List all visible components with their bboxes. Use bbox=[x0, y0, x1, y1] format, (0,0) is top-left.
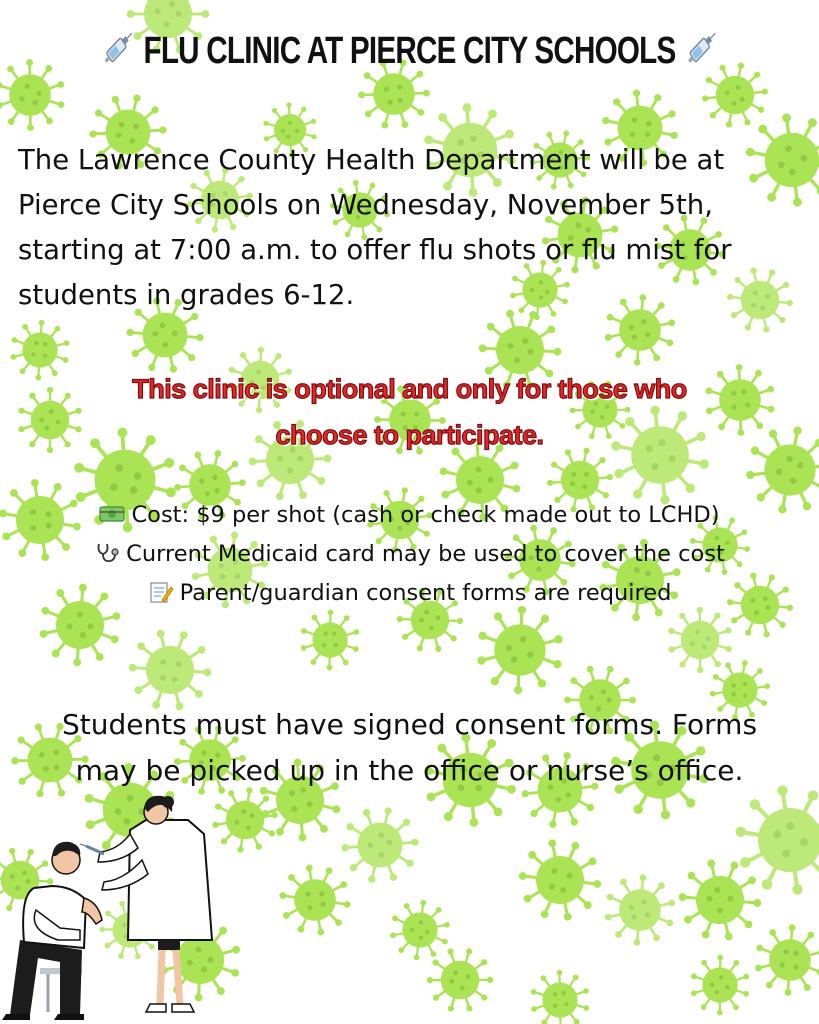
virus-graphic bbox=[129, 630, 212, 710]
title-text: FLU CLINIC AT PIERCE CITY SCHOOLS bbox=[143, 30, 676, 73]
optional-notice bbox=[0, 366, 819, 458]
info-text-consent: Parent/guardian consent forms are required bbox=[179, 580, 672, 606]
memo-icon bbox=[148, 577, 174, 599]
info-text-cost: Cost: $9 per shot (cash or check made out to LCHD) bbox=[131, 502, 720, 528]
patient-figure bbox=[2, 842, 102, 1020]
virus-graphic bbox=[279, 865, 350, 936]
virus-graphic bbox=[0, 59, 64, 131]
vaccination-illustration bbox=[0, 790, 240, 1024]
virus-graphic bbox=[301, 610, 359, 671]
virus-graphic bbox=[477, 606, 562, 694]
virus-graphic bbox=[668, 607, 731, 673]
virus-graphic bbox=[531, 970, 589, 1024]
nurse-figure bbox=[80, 796, 212, 1012]
syringe-icon bbox=[683, 28, 719, 78]
virus-graphic bbox=[341, 807, 418, 882]
notice-line-2: choose to participate. bbox=[275, 420, 544, 450]
info-item-medicaid bbox=[0, 535, 819, 574]
info-list bbox=[0, 496, 819, 613]
virus-graphic bbox=[735, 785, 819, 894]
info-item-cost bbox=[0, 496, 819, 535]
money-icon bbox=[99, 499, 125, 521]
virus-graphic bbox=[691, 955, 749, 1016]
virus-graphic bbox=[679, 860, 762, 941]
closing-line-1: Students must have signed consent forms. Forms bbox=[61, 708, 758, 741]
virus-graphic bbox=[605, 874, 675, 945]
virus-graphic bbox=[390, 900, 450, 960]
stethoscope-icon bbox=[94, 538, 120, 560]
virus-graphic bbox=[519, 839, 601, 920]
page-title bbox=[90, 28, 729, 78]
info-text-medicaid: Current Medicaid card may be used to cover the cost bbox=[126, 541, 725, 567]
syringe-icon bbox=[100, 28, 136, 78]
notice-line-1: This clinic is optional and only for those who bbox=[132, 374, 687, 404]
info-item-consent bbox=[0, 574, 819, 613]
closing-line-2: may be picked up in the office or nurse’s office. bbox=[75, 754, 744, 787]
virus-graphic bbox=[427, 948, 493, 1011]
intro-paragraph: The Lawrence County Health Department will be at Pierce City Schools on Wednesday, November 5th, starting at 7:00 a.m. to offer flu shots or flu mist for students in grades 6-12. bbox=[18, 144, 732, 311]
virus-graphic bbox=[755, 924, 819, 996]
closing-paragraph bbox=[0, 702, 819, 794]
